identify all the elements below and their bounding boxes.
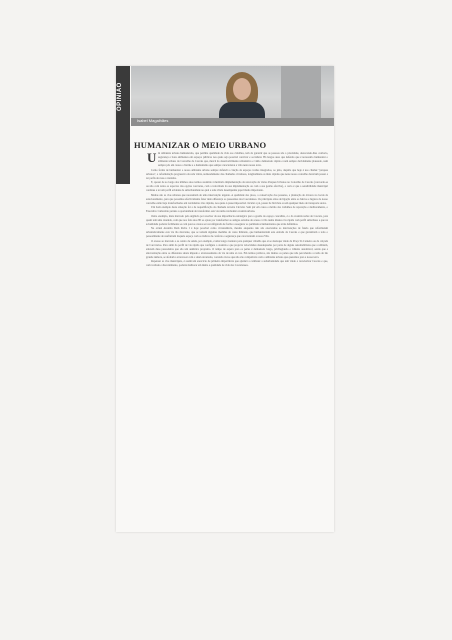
article-paragraph: Como forma de humanizar o nosso ambiente urbano sempre defendi a criação de espaços verdes integrados, ao jeito, daquilo que hoje é uso chamar "parques urbanos", a reformulação progressiva da rede viária, nomeadamente das chamadas circulares, longitudinais ou mais rápidas que neste nosso concelho deveriam passar a ter perfis de ruas e avenidas. — [146, 168, 328, 180]
article-paragraph: Um bom exemplo deste situação foi a de requalificação da chamada terceira Circular. Sem pôr em causa o mérito dos trabalhos de reparação e melhoramento, o Executivo Camarário perdeu a oportunidade de transformar esta via numa verdadeira avenida urbana. — [146, 206, 328, 213]
newspaper-clipping — [116, 66, 334, 532]
section-label: OPINIÃO — [117, 82, 123, 112]
article-paragraph: Muitas são as vias urbanas que necessitam de uma intervenção urgente. A qualidade dos pisos, a conservação dos passeios, a plantação de árvores no locais de estacionamento, para que possamos efectivamente fazer desta diferença os passeantes dos Cascalenses. Os principais eixos de ligação entre os bairros e lugares do nosso concelho estão hoje transformados em verdadeiras vias rápidas, nos quais é quase impossível circular a pé, passar de bicicleta ou em qualquer meio de transporte suave. — [146, 193, 328, 205]
photo-caption-bar — [131, 118, 334, 126]
article-paragraph: Na actual Avenida Dom Pedro I é hoje possível como circunstância, mesmo enquanto não são executadas as intervenções de fundo que reformulem urbanisticamente esta via tão marcante, que se tomem algumas medidas de custo limitado, que humanizariam esta entrada de Cascais e que garantiram a todo o pessoalmente de usufruírem daquele espaço com os índices de conforto e segurança que caracterizam a nossa Vila. — [146, 227, 328, 238]
photo-caption: Isabel Magalhães — [137, 118, 169, 123]
article-paragraph: O acesso ao mercado e ao centro de saúde, por exemplo, é uma longa aventura para qualquer cidadão que aí se desloque vindo da Praça Sá Carneiro ou da calçada de Carcavelos. Para além do perfil de via rápida que configura a avenida e que projecta velocidades desadequadas por parte de alguns automobilistas que a utilizam, existem duas passadeiras que são um autêntico propósito. O tempo de espera para os peões é demasiado longo, privilegiando o trânsito automóvel, sendo que a sincronização entre os diferentes sinais impede o atravessamento da via de uma só vez. Em termos práticos, são muitos os peões que não percebendo a razão de tão grande demora, se afoitam a atravessar com o sinal encarnado, correndo riscos que não são compatíveis com o ambiente urbano que queremos para a nossa terra. — [146, 239, 328, 259]
article-paragraph: m ambiente urbano humanizado, que permite qualidade de vida aos cidadãos, tem de garantir que as pessoas são a prioridade, oferecendo-lhes conforto, segurança e bons ambientes em espaços públicos nos quais seja possível conviver e socializar. Há longos anos que defendo que é necessário humanizar o ambiente urbano do Concelho de Cascais que, mercê do desenvolvimento urbanístico e viário demasiado rápido e nem sempre devidamente planeado, nem sempre pôs em causa o charme e o humanismo que sempre caracterizou a vida nesta nossa terra. — [158, 152, 328, 167]
section-strip — [116, 66, 130, 184]
article-body — [146, 152, 328, 526]
article-paragraph: Repensar as vias municipais, é assim um exercício de primeira importância que ajudará a combater a suburbanidade que tem vindo a caracterizar Cascais e que, com verdade e discernimento, poderia melhorar em muito a qualidade de vida dos Cascalenses. — [146, 260, 328, 267]
drop-cap: U — [147, 150, 157, 165]
article-paragraph: E, apesar de ao longo dos últimos anos termos assistido à meritória implementação da renovação de vários Parques Urbanos no Concelho de Cascais (concorde-se ou não com todos os aspectos das opções concretas, com a velocidade da sua implementação ou com a sua gestão efectiva), o certo é que a sensibilidade municipal continua a ter um perfil evidente de suburbanidade no qual a rede viária desempenha papel muito importante. — [146, 181, 328, 192]
article-headline: HUMANIZAR O MEIO URBANO — [134, 140, 267, 150]
author-photo — [131, 66, 334, 118]
article-paragraph: Outro exemplo, mais marcado pela urgência por resolver da sua importância estratégica para a gestão do espaço concelhio, é o da avenida nobre de Cascais, para quem tem uma Avenida, com que nos fala anos 80 se optou por transformar as antigas estradas de acesso à vila numa imensa via rápida com perfil suburbano e que na actualidade poderia facilmente se com poucos custos ser reconfigurada de forma a assegurar os parâmetros humanizados que atrás definimos. — [146, 214, 328, 226]
